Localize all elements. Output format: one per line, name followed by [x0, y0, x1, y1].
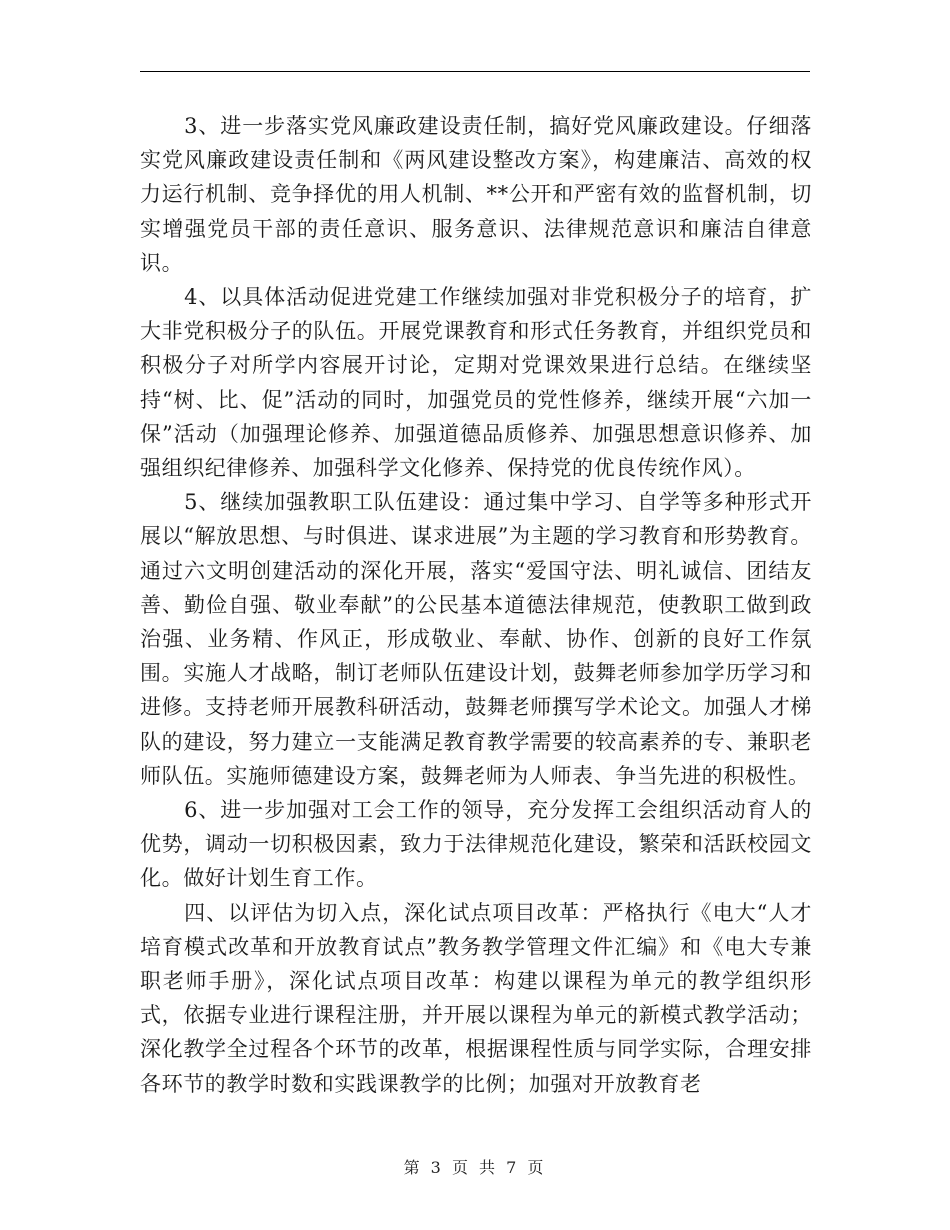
- document-body: [140, 109, 812, 1101]
- page-number: 第 3 页 共 7 页: [403, 1158, 547, 1177]
- paragraph-section-4: 四、以评估为切入点，深化试点项目改革：严格执行《电大“人才培育模式改革和开放教育试点”教务教学管理文件汇编》和《电大专兼职老师手册》，深化试点项目改革：构建以课程为单元的教学组织形式，依据专业进行课程注册，并开展以课程为单元的新模式教学活动；深化教学全过程各个环节的改革，根据课程性质与同学实际，合理安排各环节的教学时数和实践课教学的比例；加强对开放教育老: [140, 900, 812, 1096]
- paragraph-item-3: 3、进一步落实党风廉政建设责任制，搞好党风廉政建设。仔细落实党风廉政建设责任制和《两风建设整改方案》，构建廉洁、高效的权力运行机制、竞争择优的用人机制、**公开和严密有效的监督机制，切实增强党员干部的责任意识、服务意识、法律规范意识和廉洁自律意识。: [140, 114, 812, 275]
- paragraph-item-5: 5、继续加强教职工队伍建设：通过集中学习、自学等多种形式开展以“解放思想、与时俱进、谋求进展”为主题的学习教育和形势教育。通过六文明创建活动的深化开展，落实“爱国守法、明礼诚信、团结友善、勤俭自强、敬业奉献”的公民基本道德法律规范，使教职工做到政治强、业务精、作风正，形成敬业、奉献、协作、创新的良好工作氛围。实施人才战略，制订老师队伍建设计划，鼓舞老师参加学历学习和进修。支持老师开展教科研活动，鼓舞老师撰写学术论文。加强人才梯队的建设，努力建立一支能满足教育教学需要的较高素养的专、兼职老师队伍。实施师德建设方案，鼓舞老师为人师表、争当先进的积极性。: [140, 490, 812, 788]
- paragraph-item-4: 4、以具体活动促进党建工作继续加强对非党积极分子的培育，扩大非党积极分子的队伍。开展党课教育和形式任务教育，并组织党员和积极分子对所学内容展开讨论，定期对党课效果进行总结。在继续坚持“树、比、促”活动的同时，加强党员的党性修养，继续开展“六加一保”活动（加强理论修养、加强道德品质修养、加强思想意识修养、加强组织纪律修养、加强科学文化修养、保持党的优良传统作风）。: [140, 285, 812, 481]
- header-rule: [140, 71, 810, 72]
- paragraph-item-6: 6、进一步加强对工会工作的领导，充分发挥工会组织活动育人的优势，调动一切积极因素，致力于法律规范化建设，繁荣和活跃校园文化。做好计划生育工作。: [140, 798, 812, 891]
